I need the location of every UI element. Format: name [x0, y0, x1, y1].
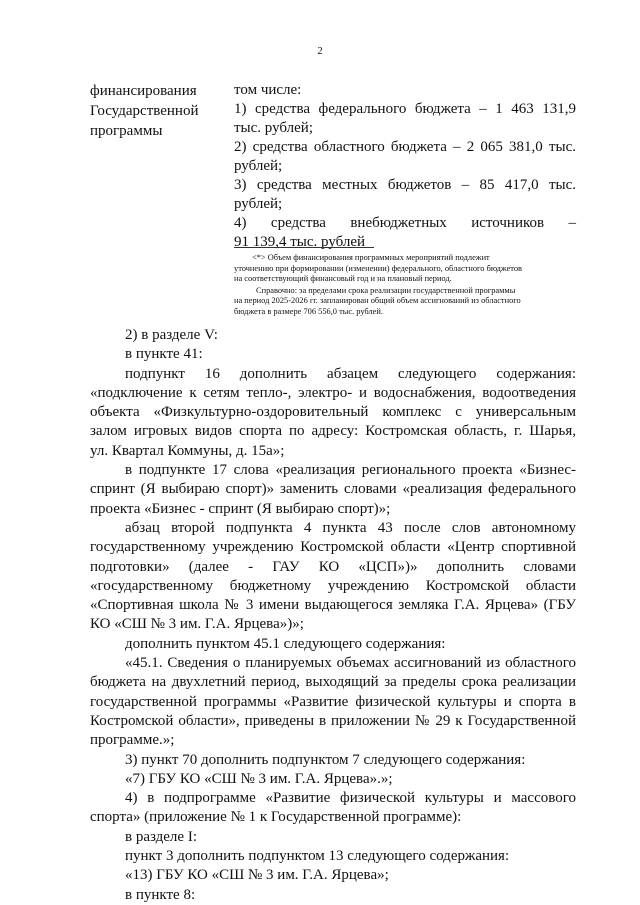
body-line: спорта» (приложение № 1 к Государственной программе):: [90, 809, 462, 826]
footnotes: [234, 253, 576, 317]
body-line: государственному учреждению Костромской области «Центр спортивной: [90, 539, 576, 556]
body-line: 4) в подпрограмме «Развитие физической культуры и массового: [125, 790, 576, 807]
table-line: том числе:: [234, 82, 302, 98]
body-line: в пункте 41:: [125, 346, 203, 363]
body-line: в пункте 8:: [125, 886, 196, 903]
body-line: залом игровых видов спорта по адресу: Костромская область, г. Шарья,: [90, 423, 576, 440]
reference-line: на период 2025-2026 гг. запланирован общий объем ассигнований из областного: [234, 296, 521, 305]
body-line: в подпункте 17 слова «реализация регионального проекта «Бизнес-: [125, 462, 576, 479]
table-left-line: финансирования: [90, 83, 197, 99]
page-number: 2: [317, 45, 323, 57]
table-left-line: программы: [90, 123, 163, 139]
reference-line: Справочно: за пределами срока реализации государственной программы: [256, 285, 516, 295]
body-line: подпункт 16 дополнить абзацем следующего содержания:: [125, 365, 576, 382]
footnote-line: уточнению при формировании (изменении) федерального, областного бюджетов: [234, 263, 523, 273]
body-line: «Спортивная школа № 3 имени выдающегося земляка Г.А. Ярцева» (ГБУ: [90, 597, 576, 614]
body-line: пункт 3 дополнить подпунктом 13 следующего содержания:: [125, 848, 510, 865]
body-line: государственной программы «Развитие физической культуры и спорта в: [90, 693, 576, 710]
body-line: подготовки» (далее - ГАУ КО «ЦСП»)» дополнить словами: [90, 558, 576, 575]
body-line: дополнить пунктом 45.1 следующего содержания:: [125, 635, 446, 652]
table-line: 4) средства внебюджетных источников –: [234, 215, 576, 231]
body-line: 3) пункт 70 дополнить подпунктом 7 следующего содержания:: [125, 751, 526, 768]
reference-line: бюджета в размере 706 556,0 тыс. рублей.: [234, 306, 383, 316]
table-line: тыс. рублей;: [234, 120, 313, 136]
table-line: 91 139,4 тыс. рублей: [234, 234, 366, 250]
table-line: 2) средства областного бюджета – 2 065 381,0 тыс.: [234, 139, 576, 155]
body-line: Костромской области», приведены в приложении № 29 к Государственной: [90, 712, 576, 729]
table-left-cell: [90, 81, 230, 141]
footnote-line: <*> Объем финансирования программных мероприятий подлежит: [252, 253, 490, 262]
document-body: [90, 326, 576, 905]
body-line: «7) ГБУ КО «СШ № 3 им. Г.А. Ярцева».»;: [125, 770, 393, 787]
table-line: 3) средства местных бюджетов – 85 417,0 тыс.: [234, 177, 576, 193]
table-line: рублей;: [234, 158, 283, 174]
body-line: КО «СШ № 3 им. Г.А. Ярцева»)»;: [90, 616, 304, 633]
table-left-line: Государственной: [90, 103, 199, 119]
body-line: программе.»;: [90, 732, 175, 749]
body-line: проекта «Бизнес - спринт (Я выбираю спорт)»;: [90, 500, 391, 517]
body-line: «13) ГБУ КО «СШ № 3 им. Г.А. Ярцева»;: [125, 867, 389, 884]
body-line: объекта «Физкультурно-оздоровительный комплекс с универсальным: [90, 404, 576, 421]
table-right-cell: [234, 81, 576, 252]
body-line: спринт (Я выбираю спорт)» заменить словами «реализация федерального: [90, 481, 576, 498]
body-line: бюджета на двухлетний период, выходящий за пределы срока реализации: [90, 674, 576, 691]
table-line: 1) средства федерального бюджета – 1 463 131,9: [234, 101, 576, 117]
body-line: ул. Квартал Коммуны, д. 15а»;: [90, 442, 285, 459]
footnote-line: на соответствующий финансовый год и на плановый период.: [234, 274, 452, 283]
footnote-divider: [234, 247, 374, 248]
body-line: «45.1. Сведения о планируемых объемах ассигнований из областного: [125, 655, 576, 672]
body-line: в разделе I:: [125, 828, 197, 845]
table-line: рублей;: [234, 196, 283, 212]
body-line: абзац второй подпункта 4 пункта 43 после слов автономному: [125, 519, 576, 536]
body-line: 2) в разделе V:: [125, 327, 218, 343]
body-line: «подключение к сетям тепло-, электро- и водоснабжения, водоотведения: [90, 384, 576, 401]
body-line: «государственному бюджетному учреждению Костромской области: [90, 577, 576, 594]
